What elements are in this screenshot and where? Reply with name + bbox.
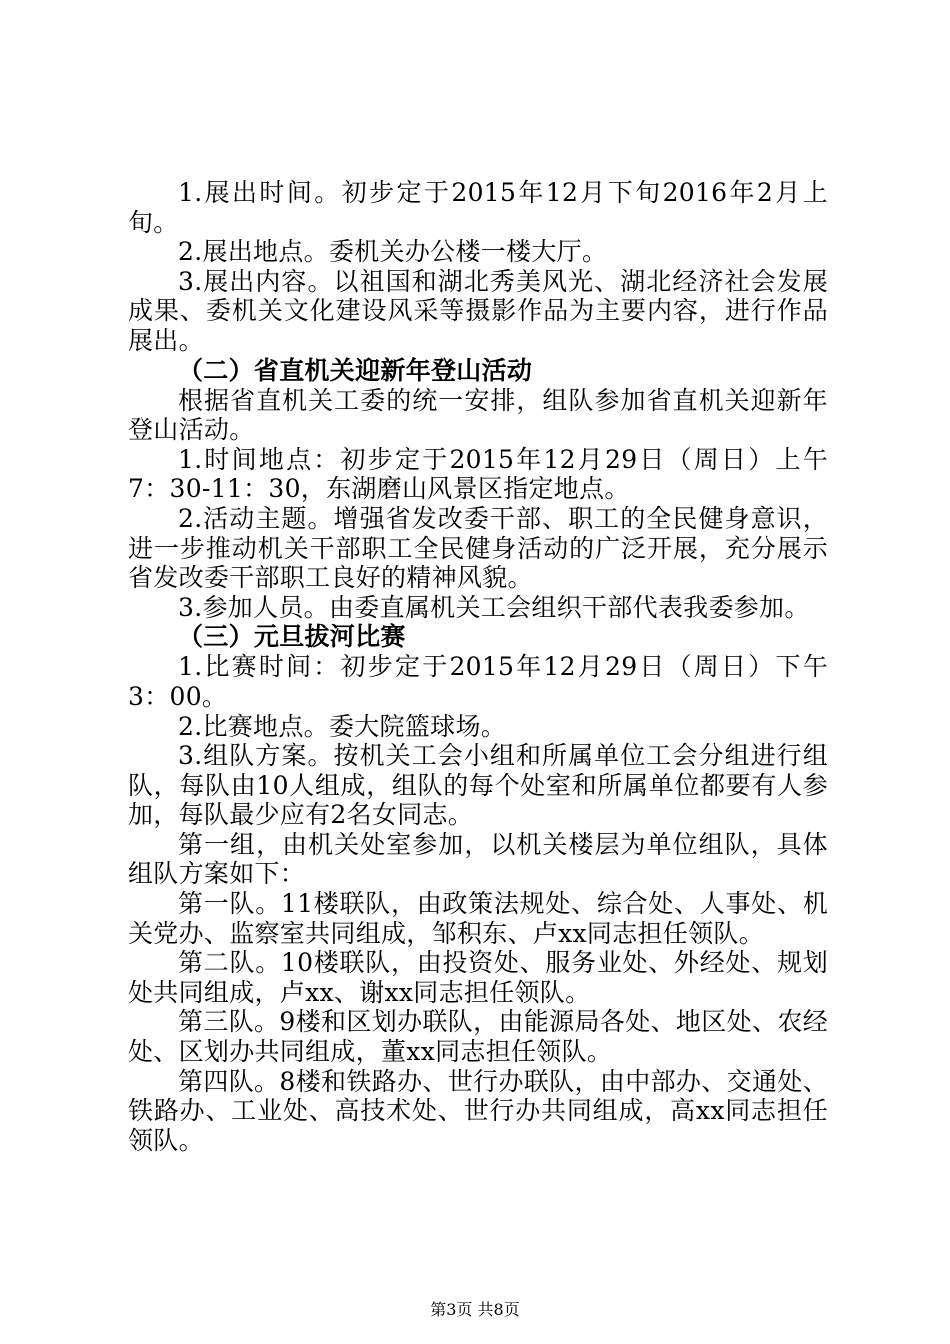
paragraph: 3.组队方案。按机关工会小组和所属单位工会分组进行组队，每队由10人组成，组队的每个处室和所属单位都要有人参加，每队最少应有2名女同志。 xyxy=(128,741,828,830)
section-heading: （三）元旦拔河比赛 xyxy=(178,622,406,652)
paragraph: 第三队。9楼和区划办联队，由能源局各处、地区处、农经处、区划办共同组成，董xx同志担任领队。 xyxy=(128,1007,828,1067)
document-body xyxy=(128,178,828,1155)
paragraph: 1.比赛时间：初步定于2015年12月29日（周日）下午3：00。 xyxy=(128,652,828,711)
paragraph: 2.活动主题。增强省发改委干部、职工的全民健身意识，进一步推动机关干部职工全民健身活动的广泛开展，充分展示省发改委干部职工良好的精神风貌。 xyxy=(128,503,828,593)
paragraph: 第一组，由机关处室参加，以机关楼层为单位组队，具体组队方案如下： xyxy=(128,829,828,889)
paragraph: 第四队。8楼和铁路办、世行办联队，由中部办、交通处、铁路办、工业处、高技术处、世行办共同组成，高xx同志担任领队。 xyxy=(128,1066,828,1155)
section-heading: （二）省直机关迎新年登山活动 xyxy=(178,355,533,385)
paragraph: 1.时间地点：初步定于2015年12月29日（周日）上午7：30-11：30，东湖磨山风景区指定地点。 xyxy=(128,444,828,504)
paragraph: 根据省直机关工委的统一安排，组队参加省直机关迎新年登山活动。 xyxy=(128,385,828,445)
paragraph: 第一队。11楼联队，由政策法规处、综合处、人事处、机关党办、监察室共同组成，邹积东、卢xx同志担任领队。 xyxy=(128,889,828,948)
page-number-footer: 第3页 共8页 xyxy=(430,1300,520,1319)
paragraph: 3.参加人员。由委直属机关工会组织干部代表我委参加。 xyxy=(178,592,810,622)
paragraph: 2.展出地点。委机关办公楼一楼大厅。 xyxy=(178,237,608,267)
paragraph: 2.比赛地点。委大院篮球场。 xyxy=(178,711,507,741)
paragraph: 第二队。10楼联队，由投资处、服务业处、外经处、规划处共同组成，卢xx、谢xx同志担任领队。 xyxy=(128,948,828,1007)
paragraph: 1.展出时间。初步定于2015年12月下旬2016年2月上旬。 xyxy=(128,178,828,237)
paragraph: 3.展出内容。以祖国和湖北秀美风光、湖北经济社会发展成果、委机关文化建设风采等摄影作品为主要内容，进行作品展出。 xyxy=(128,266,828,355)
